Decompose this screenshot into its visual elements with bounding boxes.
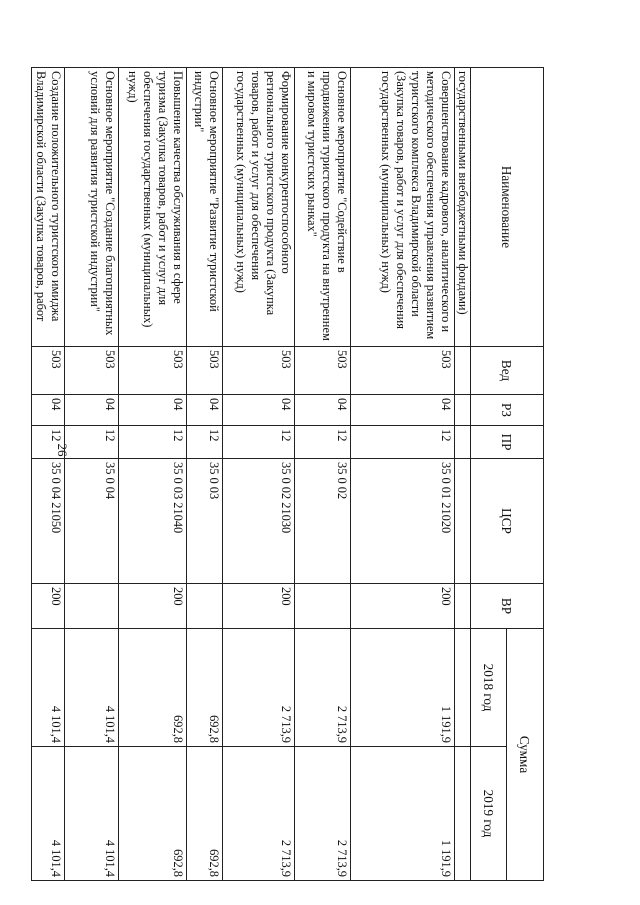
cell-vr: 200 (32, 584, 65, 629)
cell-2019: 2 713,9 (223, 747, 295, 881)
header-pr: ПР (471, 426, 544, 459)
cell-pr: 12 (223, 426, 295, 459)
header-rz: РЗ (471, 395, 544, 426)
cell-pr: 12 (119, 426, 187, 459)
cell-pr: 12 (351, 426, 455, 459)
cell-ved: 503 (32, 347, 65, 395)
cell-rz: 04 (32, 395, 65, 426)
page-number: 26 (55, 443, 70, 457)
cell-csr: 35 0 04 (65, 459, 119, 584)
budget-table (31, 67, 544, 881)
cell-ved (455, 347, 471, 395)
cell-name: Повышение качества обслуживания в сфере туризма (Закупка товаров, работ и услуг для обеспечения государственных (муниципальных) нужд) (119, 68, 187, 347)
table-row (351, 68, 455, 881)
cell-ved: 503 (119, 347, 187, 395)
cell-rz: 04 (119, 395, 187, 426)
cell-2018: 2 713,9 (223, 629, 295, 747)
cell-2019: 692,8 (187, 747, 223, 881)
cell-2018: 4 101,4 (32, 629, 65, 747)
cell-csr: 35 0 04 21050 (32, 459, 65, 584)
cell-csr: 35 0 01 21020 (351, 459, 455, 584)
cell-vr (455, 584, 471, 629)
header-vr: ВР (471, 584, 544, 629)
cell-name: государственными внебюджетными фондами) (455, 68, 471, 347)
cell-name: Создание положительного туристского имиджа Владимирской области (Закупка товаров, работ (32, 68, 65, 347)
cell-vr (295, 584, 351, 629)
cell-2018: 1 191,9 (351, 629, 455, 747)
cell-ved: 503 (223, 347, 295, 395)
header-csr: ЦСР (471, 459, 544, 584)
cell-2018: 2 713,9 (295, 629, 351, 747)
cell-2018 (455, 629, 471, 747)
cell-ved: 503 (187, 347, 223, 395)
cell-2019: 1 191,9 (351, 747, 455, 881)
table-row (295, 68, 351, 881)
cell-rz: 04 (65, 395, 119, 426)
cell-vr (65, 584, 119, 629)
cell-rz: 04 (351, 395, 455, 426)
cell-vr: 200 (351, 584, 455, 629)
cell-csr: 35 0 02 21030 (223, 459, 295, 584)
cell-2019: 2 713,9 (295, 747, 351, 881)
cell-name: Основное мероприятие "Содействие в продвижении туристского продукта на внутреннем и мировом туристских рынках" (295, 68, 351, 347)
table-row (455, 68, 471, 881)
cell-vr (187, 584, 223, 629)
cell-name: Совершенствование кадрового, аналитического и методического обеспечения управления развитием туристского комплекса Владимирской области (Закупка товаров, работ и услуг для обеспечения государственных (муниципальных) нужд) (351, 68, 455, 347)
cell-2019 (455, 747, 471, 881)
cell-csr (455, 459, 471, 584)
cell-pr: 12 (187, 426, 223, 459)
cell-ved: 503 (351, 347, 455, 395)
cell-rz: 04 (295, 395, 351, 426)
cell-2019: 4 101,4 (32, 747, 65, 881)
header-2018: 2018 год (471, 629, 507, 747)
cell-name: Формирование конкурентоспособного регионального туристского продукта (Закупка товаров, работ и услуг для обеспечения государственных (муниципальных) нужд) (223, 68, 295, 347)
table-row (65, 68, 119, 881)
cell-2019: 692,8 (119, 747, 187, 881)
table-row (223, 68, 295, 881)
cell-name: Основное мероприятие "Создание благоприятных условий для развития туристской индустрии" (65, 68, 119, 347)
cell-2019: 4 101,4 (65, 747, 119, 881)
cell-csr: 35 0 02 (295, 459, 351, 584)
cell-vr: 200 (223, 584, 295, 629)
cell-rz: 04 (187, 395, 223, 426)
header-2019: 2019 год (471, 747, 507, 881)
cell-csr: 35 0 03 (187, 459, 223, 584)
cell-ved: 503 (295, 347, 351, 395)
cell-2018: 4 101,4 (65, 629, 119, 747)
table-row (32, 68, 65, 881)
cell-ved: 503 (65, 347, 119, 395)
table-row (119, 68, 187, 881)
header-name: Наименование (471, 68, 544, 347)
header-ved: Вед (471, 347, 544, 395)
cell-pr: 12 (65, 426, 119, 459)
cell-2018: 692,8 (119, 629, 187, 747)
table-row (187, 68, 223, 881)
cell-pr: 12 (32, 426, 65, 459)
cell-vr: 200 (119, 584, 187, 629)
cell-rz: 04 (223, 395, 295, 426)
cell-pr (455, 426, 471, 459)
cell-pr: 12 (295, 426, 351, 459)
cell-2018: 692,8 (187, 629, 223, 747)
header-sum: Сумма (507, 629, 544, 881)
cell-csr: 35 0 03 21040 (119, 459, 187, 584)
cell-rz (455, 395, 471, 426)
cell-name: Основное мероприятие "Развитие туристской индустрии" (187, 68, 223, 347)
